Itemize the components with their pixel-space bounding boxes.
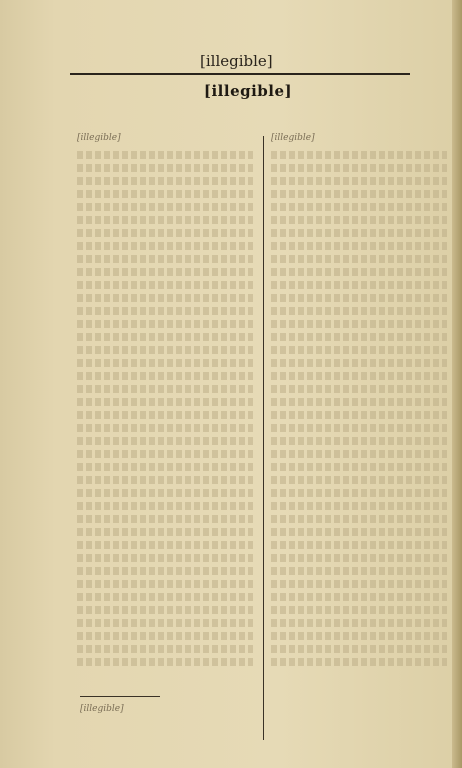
footnote-text: [illegible] (80, 704, 124, 714)
text-line-texture (271, 268, 447, 276)
text-line-texture (271, 437, 447, 445)
text-line-texture (271, 645, 447, 653)
text-line-texture (77, 203, 253, 211)
text-line-texture (271, 229, 447, 237)
text-line-texture (271, 372, 447, 380)
text-line-texture (271, 294, 447, 302)
text-line-texture (77, 489, 253, 497)
right-column-text: [illegible] (271, 133, 315, 143)
text-line-texture (77, 632, 253, 640)
page-number: [illegible] (200, 52, 273, 70)
text-line-texture (77, 268, 253, 276)
text-line-texture (77, 229, 253, 237)
text-line-texture (271, 541, 447, 549)
text-line-texture (271, 489, 447, 497)
text-line-texture (271, 463, 447, 471)
left-column-text: [illegible] (77, 133, 121, 143)
footnote-rule (80, 696, 160, 697)
text-line-texture (77, 463, 253, 471)
text-line-texture (77, 476, 253, 484)
text-line-texture (77, 580, 253, 588)
text-line-texture (77, 645, 253, 653)
text-line-texture (77, 541, 253, 549)
text-line-texture (77, 346, 253, 354)
text-line-texture (77, 320, 253, 328)
text-line-texture (271, 242, 447, 250)
text-line-texture (271, 190, 447, 198)
text-line-texture (271, 632, 447, 640)
text-line-texture (271, 320, 447, 328)
text-line-texture (271, 411, 447, 419)
text-line-texture (77, 307, 253, 315)
text-line-texture (77, 372, 253, 380)
text-line-texture (271, 528, 447, 536)
left-column-texture (77, 151, 253, 666)
text-line-texture (271, 164, 447, 172)
text-line-texture (271, 580, 447, 588)
text-line-texture (271, 502, 447, 510)
text-line-texture (271, 515, 447, 523)
text-line-texture (77, 177, 253, 185)
text-line-texture (77, 281, 253, 289)
text-line-texture (77, 398, 253, 406)
text-line-texture (77, 450, 253, 458)
chapter-title: [illegible] (203, 82, 293, 100)
text-line-texture (77, 567, 253, 575)
text-line-texture (271, 658, 447, 666)
text-line-texture (271, 333, 447, 341)
header-rule (70, 73, 410, 75)
text-line-texture (271, 203, 447, 211)
text-line-texture (271, 359, 447, 367)
text-line-texture (77, 554, 253, 562)
text-line-texture (271, 619, 447, 627)
text-line-texture (77, 411, 253, 419)
text-line-texture (77, 606, 253, 614)
right-column-texture (271, 151, 447, 666)
text-line-texture (271, 281, 447, 289)
text-line-texture (271, 216, 447, 224)
left-column (77, 132, 253, 671)
text-line-texture (271, 307, 447, 315)
text-line-texture (271, 346, 447, 354)
text-line-texture (271, 177, 447, 185)
column-divider (263, 136, 264, 740)
text-line-texture (77, 528, 253, 536)
text-line-texture (77, 502, 253, 510)
text-line-texture (271, 424, 447, 432)
text-line-texture (77, 190, 253, 198)
text-line-texture (77, 424, 253, 432)
text-line-texture (77, 619, 253, 627)
text-line-texture (77, 658, 253, 666)
text-line-texture (77, 359, 253, 367)
text-line-texture (77, 255, 253, 263)
text-line-texture (77, 593, 253, 601)
right-column (271, 132, 447, 671)
text-line-texture (271, 567, 447, 575)
text-line-texture (77, 242, 253, 250)
text-line-texture (271, 554, 447, 562)
text-line-texture (271, 385, 447, 393)
page-edge (452, 0, 462, 768)
text-line-texture (77, 294, 253, 302)
text-line-texture (77, 515, 253, 523)
text-line-texture (271, 476, 447, 484)
text-line-texture (77, 437, 253, 445)
text-line-texture (77, 164, 253, 172)
text-line-texture (77, 333, 253, 341)
text-line-texture (271, 593, 447, 601)
text-line-texture (77, 385, 253, 393)
text-line-texture (271, 450, 447, 458)
text-line-texture (271, 606, 447, 614)
text-line-texture (271, 255, 447, 263)
text-line-texture (77, 151, 253, 159)
text-line-texture (271, 151, 447, 159)
text-line-texture (271, 398, 447, 406)
text-line-texture (77, 216, 253, 224)
